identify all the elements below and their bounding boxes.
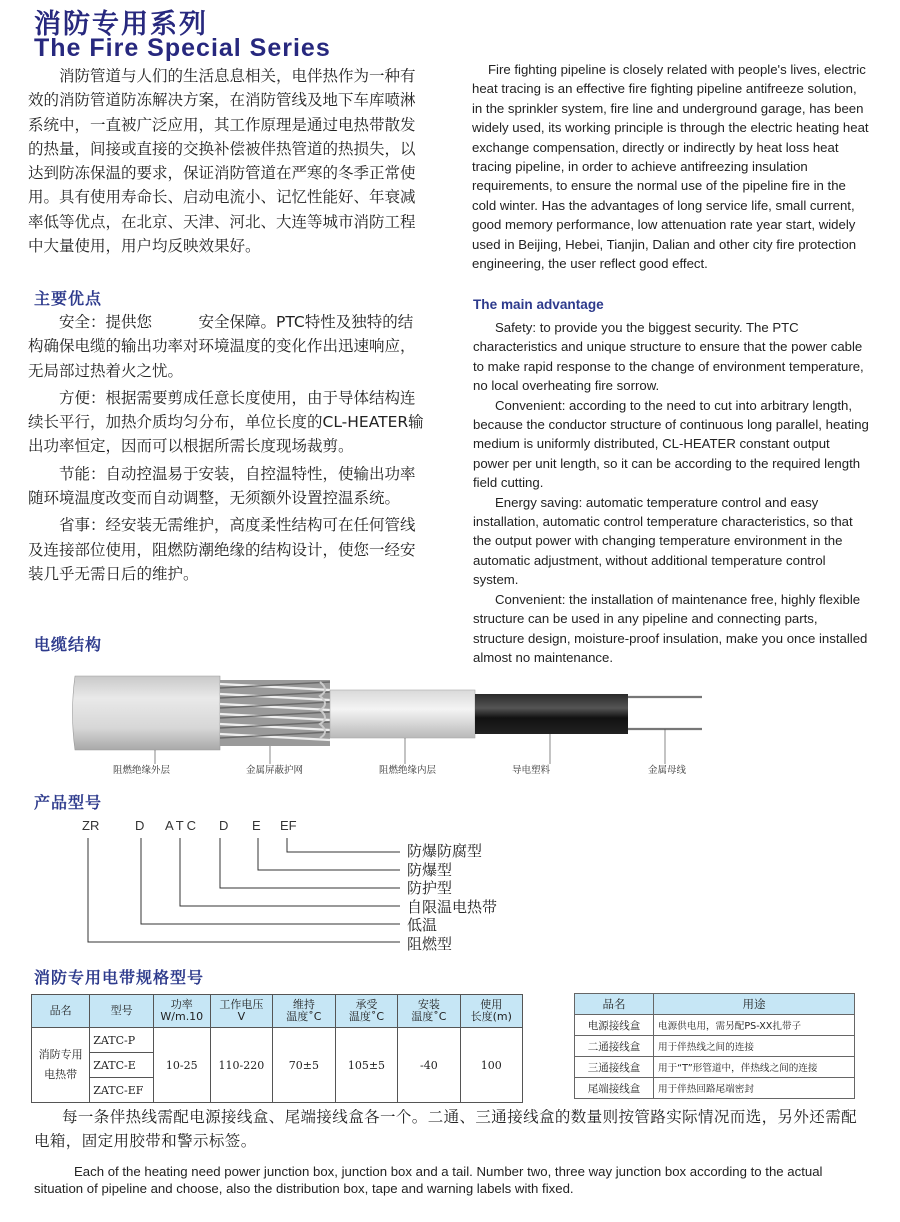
usage-row-purpose: 用于伴热回路尾端密封	[654, 1078, 855, 1099]
spec-col-power: 功率 W/m.10	[153, 995, 210, 1028]
cable-label-conductive-polymer: 导电塑料	[512, 765, 551, 776]
cable-label-bus-wire: 金属母线	[648, 765, 687, 776]
intro-cn-block	[28, 64, 428, 258]
model-connector-lines	[80, 834, 405, 952]
advantage-cn-energy: 节能：自动控温易于安装，自控温特性，使输出功率随环境温度改变而自动调整，无须额外设置控温系统。	[28, 464, 416, 508]
advantage-en-convenient: Convenient: according to the need to cut into arbitrary length, because the conductor structure of continuous long parallel, heating medium is uniformly distributed, CL-HEATER constant output power per unit length, so it can be according to the required length field cutting.	[473, 397, 869, 491]
cable-heading: 电缆结构	[34, 635, 103, 654]
advantages-en-heading: The main advantage	[473, 297, 604, 312]
spec-header-row	[32, 995, 523, 1028]
intro-cn: 消防管道与人们的生活息息相关，电伴热作为一种有效的消防管道防冻解决方案，在消防管线及地下车库喷淋系统中，一直被广泛应用，其工作原理是通过电热带散发的热量，间接或直接的交换补偿被伴热管道的热损失，以达到防冻保温的要求，保证消防管道在严寒的冬季正常使用。具有使用寿命长、启动电流小、记忆性能好、年衰减率低等优点，在北京、天津、河北、大连等城市消防工程中大量使用，用户均反映效果好。	[28, 67, 416, 256]
advantages-en-list	[473, 318, 869, 667]
cable-label-outer-jacket: 阻燃绝缘外层	[113, 765, 171, 776]
advantages-cn-heading: 主要优点	[34, 289, 103, 308]
model-label-protective: 防护型	[407, 879, 453, 897]
advantage-en-maintenance: Convenient: the installation of maintenance free, highly flexible structure can be used in any pipeline and connecting parts, structure design, moisture-proof insulation, make you once installed almost no maintenance.	[473, 591, 868, 665]
advantage-en-energy: Energy saving: automatic temperature control and easy installation, automatic control temperature characteristics, so that the output power with changing temperature environment in the automatic adjustment, without additional temperature control system.	[473, 494, 853, 588]
cable-label-metal-braid: 金属屏蔽护网	[246, 765, 304, 776]
model-code-atc: ATC	[165, 818, 200, 833]
usage-header-row	[575, 994, 855, 1015]
model-label-explosion: 防爆型	[407, 860, 453, 879]
spec-col-install-temp: 安装 温度˚C	[398, 995, 460, 1028]
spec-withstand-temp: 105±5	[335, 1028, 398, 1103]
table-row	[32, 1028, 523, 1053]
conductive-core	[475, 694, 628, 734]
advantage-cn-maintenance: 省事：经安装无需维护，高度柔性结构可在任何管线及连接部位使用，阻燃防潮绝缘的结构设计，使您一经安装几乎无需日后的维护。	[28, 516, 416, 583]
spec-maintain-temp: 70±5	[273, 1028, 336, 1103]
usage-row-purpose: 用于伴热线之间的连接	[654, 1036, 855, 1057]
spec-power: 10-25	[153, 1028, 210, 1103]
table-row	[575, 1015, 855, 1036]
spec-heading: 消防专用电带规格型号	[34, 968, 205, 987]
advantage-cn-safety: 安全：提供您 安全保障。PTC特性及独特的结构确保电缆的输出功率对环境温度的变化作出迅速响应， 无局部过热着火之忧。	[28, 313, 424, 380]
braid-shield	[220, 680, 330, 746]
model-code-d2: D	[219, 818, 229, 833]
model-label-self-limiting: 自限温电热带	[407, 897, 498, 916]
advantage-en-safety: Safety: to provide you the biggest security. The PTC characteristics and unique structure to ensure that the power cable to make rapid response to the change of environment temperature, no local overheating fire sorrow.	[473, 320, 864, 394]
spec-table	[31, 994, 523, 1103]
table-row	[575, 1036, 855, 1057]
usage-row-name: 二通接线盒	[575, 1036, 654, 1057]
page-title-en: The Fire Special Series	[34, 34, 331, 62]
cable-label-inner-jacket: 阻燃绝缘内层	[379, 765, 437, 776]
note-cn: 每一条伴热线需配电源接线盒、尾端接线盒各一个。二通、三通接线盒的数量则按管路实际情况而选，另外还需配电箱，固定用胶带和警示标签。	[34, 1108, 858, 1150]
usage-row-purpose: 电源供电用，需另配PS-XX扎带子	[654, 1015, 855, 1036]
usage-col-name: 品名	[575, 994, 654, 1015]
advantages-cn-list	[28, 310, 428, 586]
spec-install-temp: -40	[398, 1028, 460, 1103]
model-heading: 产品型号	[34, 793, 103, 812]
model-code-e: E	[252, 818, 261, 833]
intro-en: Fire fighting pipeline is closely related with people's lives, electric heat tracing is an effective fire fighting pipeline antifreeze solution, in the sprinkler system, fire line and underground garage, has been widely used, its working principle is through the electric heating heat exchange compensation, directly or indirectly by heat loss heat tracing pipeline, in order to achieve antifreezing insulation requirements, to ensure the normal use of the pipeline fire in the cold winter. Has the advantages of long service life, small current, good memory performance, low attenuation rate year start, widely used in Beijing, Hebei, Tianjin, Dalian and other city fire protection engineering, the user reflect good effect.	[472, 62, 869, 272]
spec-product-name: 消防专用 电热带	[32, 1028, 90, 1103]
cable-illustration	[70, 668, 710, 768]
spec-length: 100	[460, 1028, 522, 1103]
spec-col-model: 型号	[90, 995, 154, 1028]
table-row	[575, 1057, 855, 1078]
spec-voltage: 110-220	[210, 1028, 272, 1103]
usage-row-name: 电源接线盒	[575, 1015, 654, 1036]
spec-model-ef: ZATC-EF	[90, 1078, 154, 1103]
spec-model-e: ZATC-E	[90, 1053, 154, 1078]
model-label-flame-retardant: 阻燃型	[407, 934, 453, 953]
usage-row-name: 尾端接线盒	[575, 1078, 654, 1099]
usage-row-name: 三通接线盒	[575, 1057, 654, 1078]
page-title-cn: 消防专用系列	[34, 9, 208, 40]
advantage-cn-convenient: 方便：根据需要剪成任意长度使用，由于导体结构连续长平行，加热介质均匀分布，单位长度的CL-HEATER输出功率恒定，因而可以根据所需长度现场裁剪。	[28, 388, 424, 456]
model-label-explosion-corrosion: 防爆防腐型	[407, 842, 483, 860]
usage-row-purpose: 用于“T”形管道中，伴热线之间的连接	[654, 1057, 855, 1078]
intro-en-block	[472, 60, 870, 273]
note-en: Each of the heating need power junction box, junction box and a tail. Number two, three way junction box according to the actual situation of pipeline and choose, also the distribution box, tape and warning labels with fixed.	[34, 1164, 823, 1196]
spec-col-voltage: 工作电压 V	[210, 995, 272, 1028]
model-label-low-temp: 低温	[407, 916, 438, 934]
spec-col-name: 品名	[32, 995, 90, 1028]
spec-col-withstand-temp: 承受 温度˚C	[335, 995, 398, 1028]
spec-model-p: ZATC-P	[90, 1028, 154, 1053]
spec-col-maintain-temp: 维持 温度˚C	[273, 995, 336, 1028]
model-code-zr: ZR	[82, 818, 100, 833]
model-code-d: D	[135, 818, 145, 833]
spec-col-length: 使用 长度(m)	[460, 995, 522, 1028]
usage-table	[574, 993, 855, 1099]
model-code-ef: EF	[280, 818, 297, 833]
model-labels	[407, 842, 497, 953]
usage-col-purpose: 用途	[654, 994, 855, 1015]
table-row	[575, 1078, 855, 1099]
